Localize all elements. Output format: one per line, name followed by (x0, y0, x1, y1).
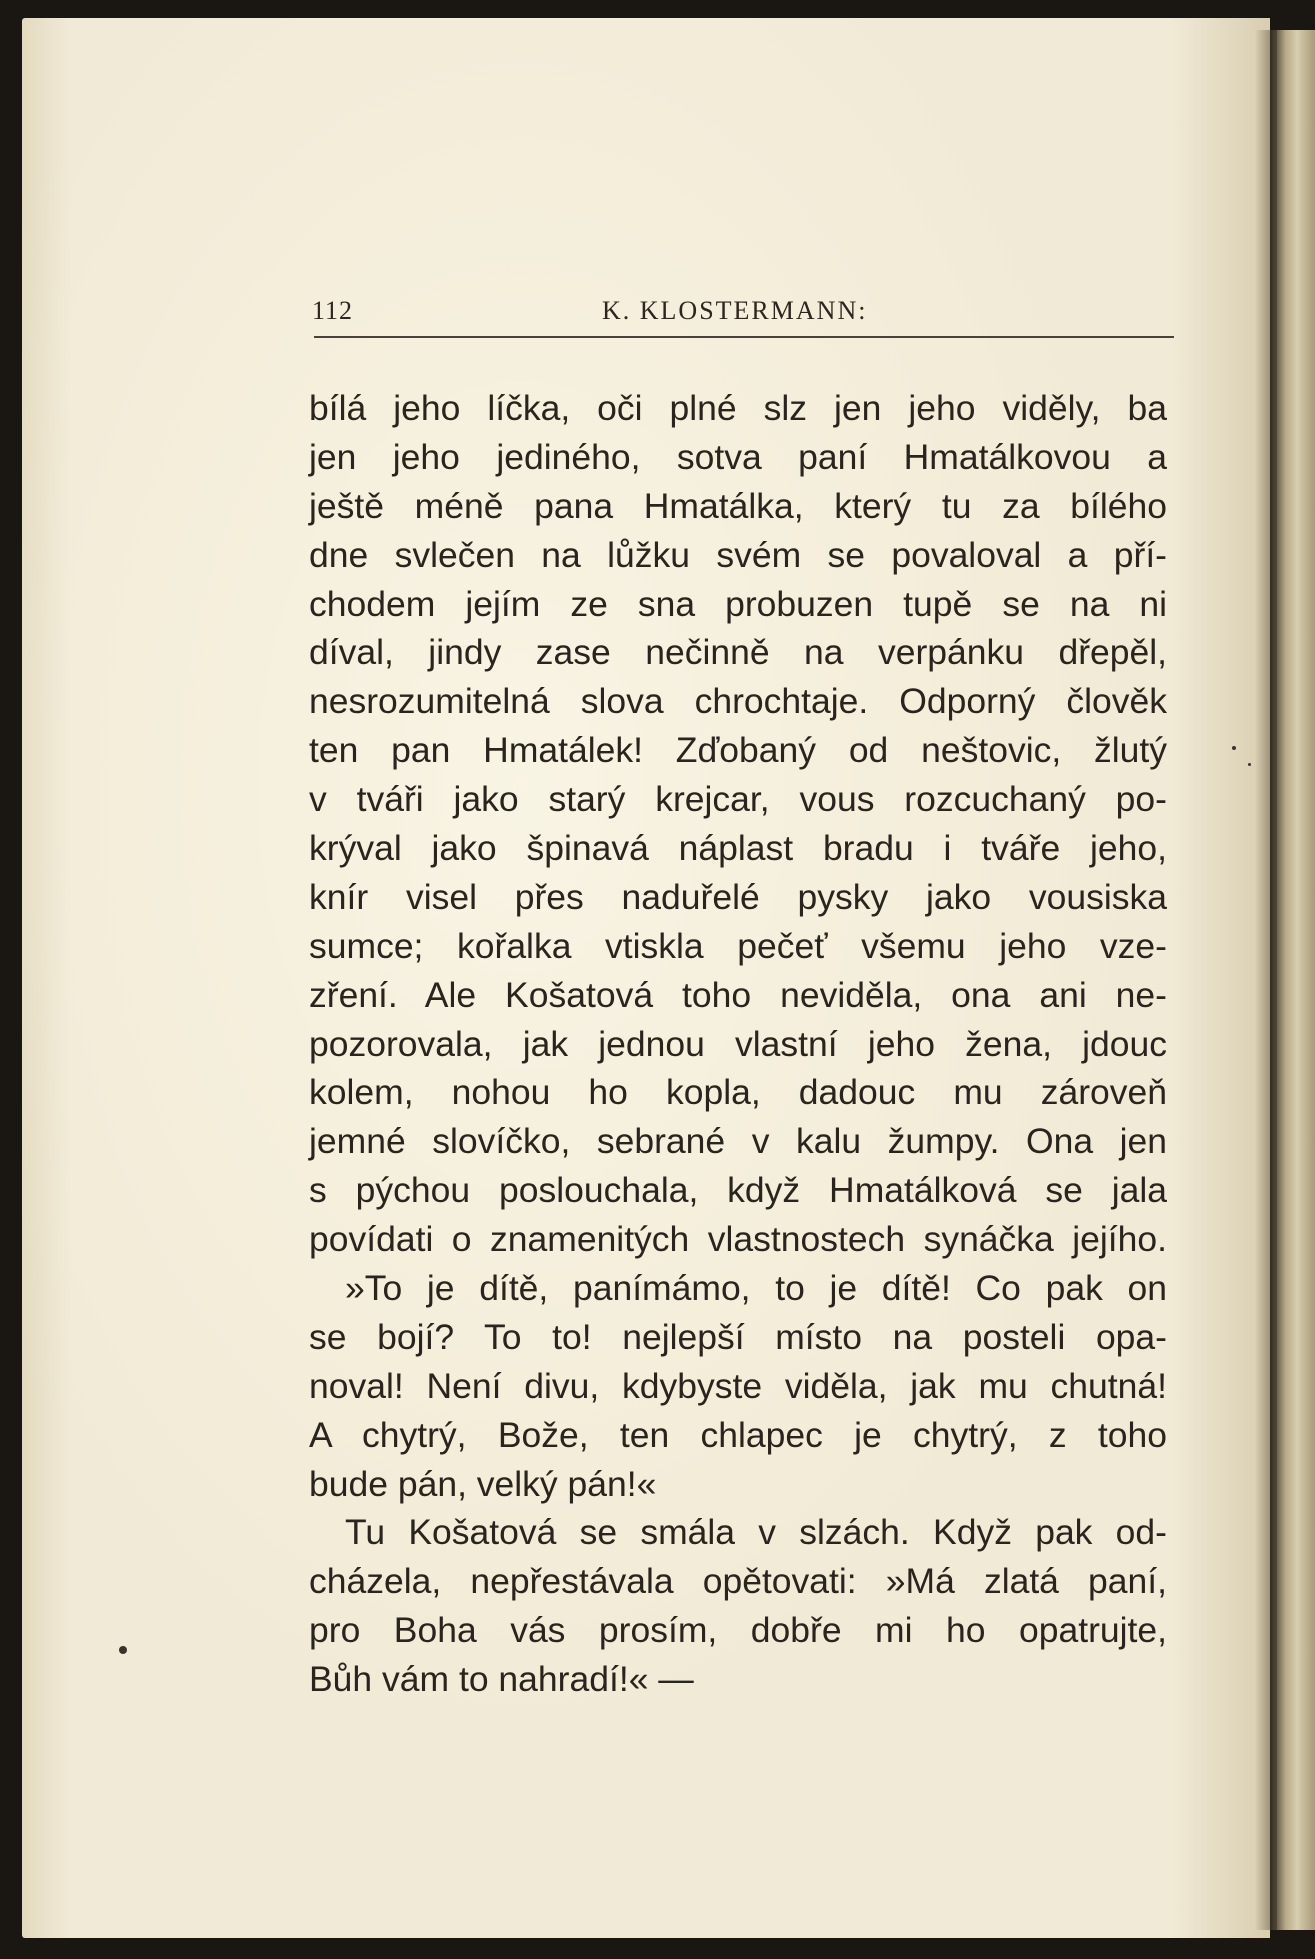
text-line: pro Boha vás prosím, dobře mi ho opatrujte, (309, 1610, 1167, 1651)
text-line: chodem jejím ze sna probuzen tupě se na ni (309, 583, 1167, 624)
text-line: »To je dítě, panímámo, to je dítě! Co pak on (345, 1268, 1167, 1309)
text-line: ještě méně pana Hmatálka, který tu za bílého (309, 485, 1167, 526)
page-header (312, 292, 1174, 340)
text-line: A chytrý, Bože, ten chlapec je chytrý, z toho (309, 1414, 1167, 1455)
ink-speck (1232, 746, 1236, 750)
text-line: krýval jako špinavá náplast bradu i tváře jeho, (309, 828, 1167, 869)
running-head: K. KLOSTERMANN: (602, 296, 868, 325)
ink-speck (1248, 763, 1251, 766)
book-page (22, 18, 1270, 1938)
text-line: Tu Košatová se smála v slzách. Když pak od- (345, 1512, 1167, 1553)
text-line: pozorovala, jak jednou vlastní jeho žena, jdouc (309, 1023, 1167, 1064)
text-line: se bojí? To to! nejlepší místo na posteli opa- (309, 1316, 1167, 1357)
text-line: Bůh vám to nahradí!« — (309, 1659, 694, 1700)
body-text (309, 384, 1167, 1704)
text-line: dne svlečen na lůžku svém se povaloval a pří- (309, 534, 1167, 575)
text-line: s pýchou poslouchala, když Hmatálková se jala (309, 1170, 1167, 1211)
text-line: bude pán, velký pán!« (309, 1463, 657, 1504)
header-rule (314, 336, 1174, 338)
text-line: sumce; kořalka vtiskla pečeť všemu jeho vze- (309, 925, 1167, 966)
text-line: knír visel přes naduřelé pysky jako vousiska (309, 876, 1167, 917)
text-line: ten pan Hmatálek! Zďobaný od neštovic, žlutý (309, 730, 1167, 771)
text-line: jemné slovíčko, sebrané v kalu žumpy. Ona jen (309, 1121, 1167, 1162)
text-line: noval! Není divu, kdybyste viděla, jak mu chutná! (309, 1365, 1167, 1406)
text-line: jen jeho jediného, sotva paní Hmatálkovou a (309, 436, 1167, 477)
text-line: v tváři jako starý krejcar, vous rozcuchaný po- (309, 779, 1167, 820)
text-line: díval, jindy zase nečinně na verpánku dřepěl, (309, 632, 1167, 673)
text-line: nesrozumitelná slova chrochtaje. Odporný člověk (309, 681, 1167, 722)
ink-speck (119, 1646, 127, 1654)
text-line: bílá jeho líčka, oči plné slz jen jeho viděly, ba (309, 388, 1167, 428)
text-line: kolem, nohou ho kopla, dadouc mu zároveň (309, 1072, 1167, 1113)
page-number: 112 (312, 296, 354, 325)
gutter-shadow (1255, 30, 1277, 1930)
text-line: povídati o znamenitých vlastnostech synáčka jejího. (309, 1219, 1167, 1260)
text-line: cházela, nepřestávala opětovati: »Má zlatá paní, (309, 1561, 1167, 1602)
text-line: zření. Ale Košatová toho neviděla, ona ani ne- (309, 974, 1167, 1015)
